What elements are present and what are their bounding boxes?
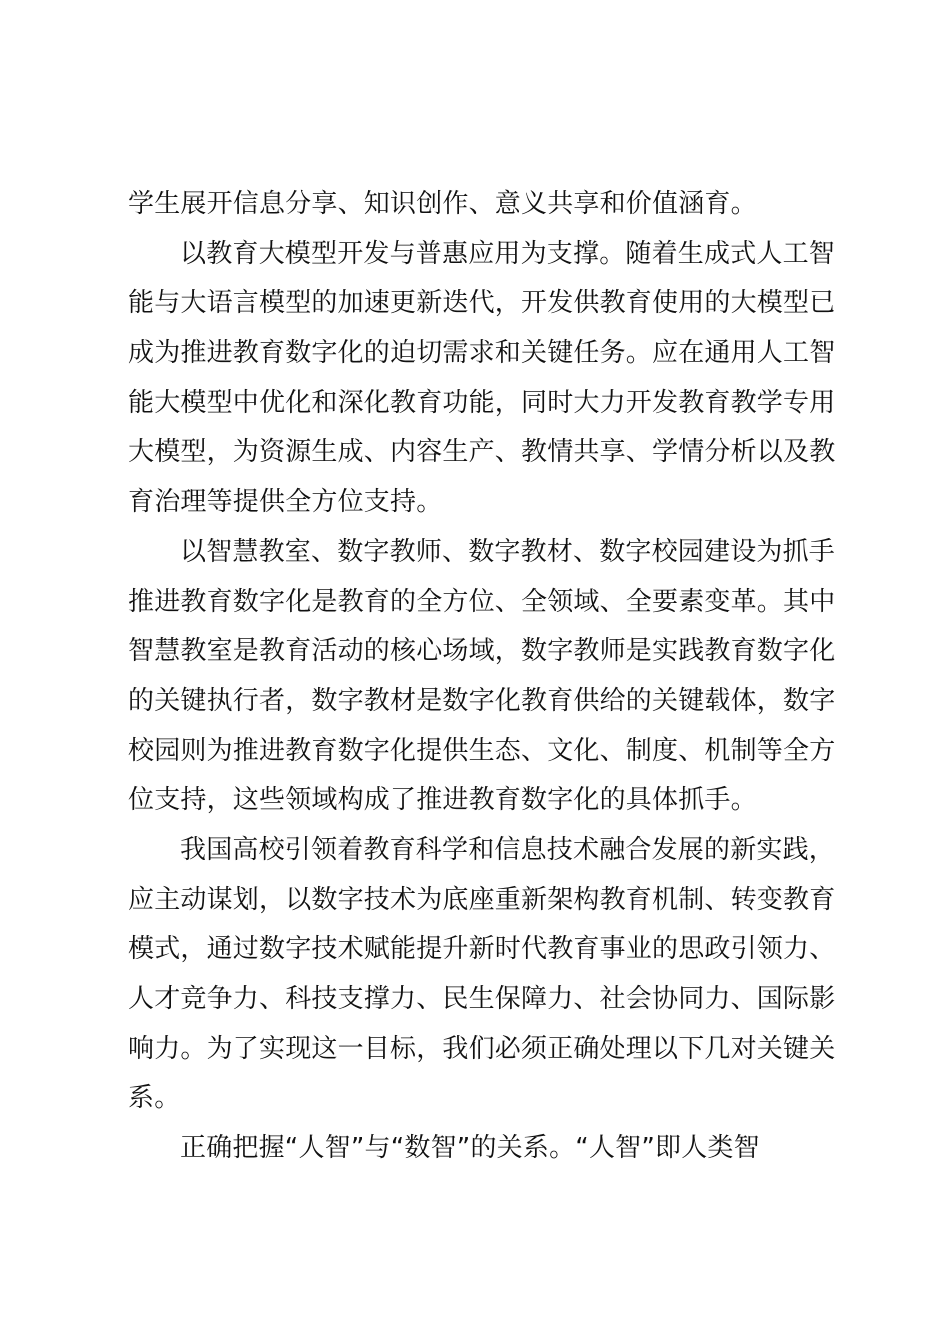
text-line: 响力。为了实现这一目标，我们必须正确处理以下几对关键关	[128, 1033, 836, 1064]
text-line: 智慧教室是教育活动的核心场域，数字教师是实践教育数字化	[128, 636, 836, 667]
text-line: 校园则为推进教育数字化提供生态、文化、制度、机制等全方	[128, 735, 836, 766]
text-line: 能大模型中优化和深化教育功能，同时大力开发教育教学专用	[128, 387, 836, 418]
text-line: 应主动谋划，以数字技术为底座重新架构教育机制、转变教育	[128, 884, 836, 915]
text-line: 能与大语言模型的加速更新迭代，开发供教育使用的大模型已	[128, 288, 836, 319]
paragraph-first-line: 以智慧教室、数字教师、数字教材、数字校园建设为抓手	[180, 536, 836, 567]
text-line: 人才竞争力、科技支撑力、民生保障力、社会协同力、国际影	[128, 984, 836, 1014]
paragraph-first-line: 以教育大模型开发与普惠应用为支撑。随着生成式人工智	[180, 238, 836, 269]
text-line: 学生展开信息分享、知识创作、意义共享和价值涵育。	[128, 189, 757, 219]
text-line: 系。	[128, 1083, 181, 1114]
paragraph-first-line: 正确把握“人智”与“数智”的关系。“人智”即人类智	[180, 1133, 760, 1164]
text-line: 育治理等提供全方位支持。	[128, 487, 443, 518]
text-line: 模式，通过数字技术赋能提升新时代教育事业的思政引领力、	[128, 934, 836, 965]
text-line: 成为推进教育数字化的迫切需求和关键任务。应在通用人工智	[128, 338, 836, 369]
body-text	[128, 180, 836, 1174]
text-line: 的关键执行者，数字教材是数字化教育供给的关键载体，数字	[128, 685, 836, 716]
text-line: 大模型，为资源生成、内容生产、教情共享、学情分析以及教	[128, 437, 836, 468]
text-line: 位支持，这些领域构成了推进教育数字化的具体抓手。	[128, 785, 757, 816]
paragraph-first-line: 我国高校引领着教育科学和信息技术融合发展的新实践，	[180, 834, 836, 865]
text-line: 推进教育数字化是教育的全方位、全领域、全要素变革。其中	[128, 586, 836, 617]
